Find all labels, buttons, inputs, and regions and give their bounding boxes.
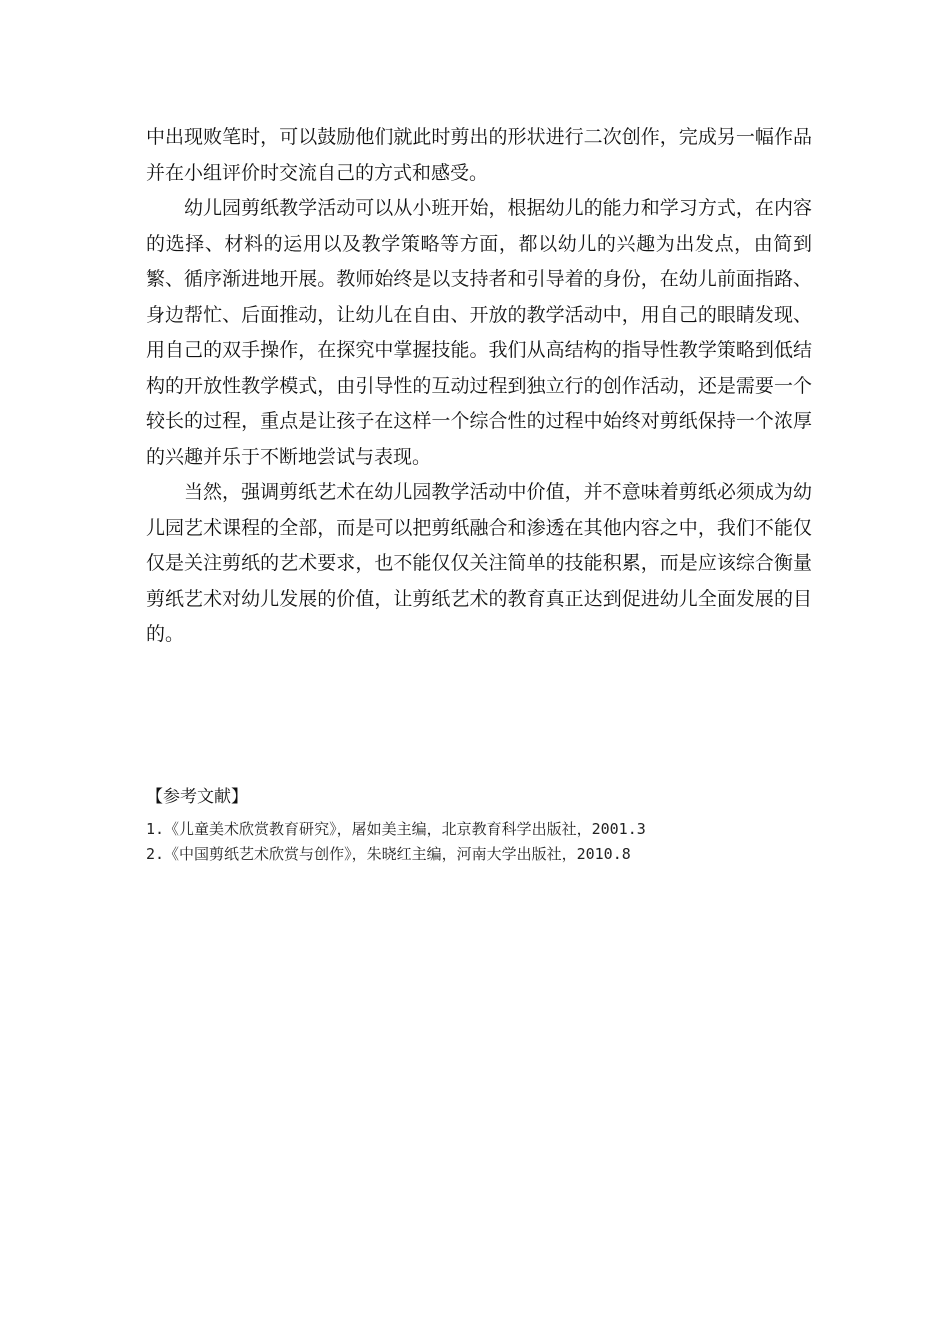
references-heading: 【参考文献】 <box>146 787 248 807</box>
reference-item: 2.《中国剪纸艺术欣赏与创作》，朱晓红主编，河南大学出版社，2010.8 <box>146 845 631 863</box>
reference-item: 1.《儿童美术欣赏教育研究》，屠如美主编，北京教育科学出版社，2001.3 <box>146 820 646 838</box>
body-text <box>146 120 812 653</box>
paragraph-conclusion: 当然，强调剪纸艺术在幼儿园教学活动中价值，并不意味着剪纸必须成为幼儿园艺术课程的全部，而是可以把剪纸融合和渗透在其他内容之中，我们不能仅仅是关注剪纸的艺术要求，也不能仅仅关注简单的技能积累，而是应该综合衡量剪纸艺术对幼儿发展的价值，让剪纸艺术的教育真正达到促进幼儿全面发展的目的。 <box>146 481 812 645</box>
references-list <box>146 817 812 867</box>
paragraph-papercut-teaching: 幼儿园剪纸教学活动可以从小班开始，根据幼儿的能力和学习方式，在内容的选择、材料的运用以及教学策略等方面，都以幼儿的兴趣为出发点，由简到繁、循序渐进地开展。教师始终是以支持者和引导着的身份，在幼儿前面指路、身边帮忙、后面推动，让幼儿在自由、开放的教学活动中，用自己的眼睛发现、用自己的双手操作，在探究中掌握技能。我们从高结构的指导性教学策略到低结构的开放性教学模式，由引导性的互动过程到独立行的创作活动，还是需要一个较长的过程，重点是让孩子在这样一个综合性的过程中始终对剪纸保持一个浓厚的兴趣并乐于不断地尝试与表现。 <box>146 197 812 468</box>
references-section <box>146 783 812 867</box>
paragraph-continuation: 中出现败笔时，可以鼓励他们就此时剪出的形状进行二次创作，完成另一幅作品并在小组评价时交流自己的方式和感受。 <box>146 126 812 184</box>
